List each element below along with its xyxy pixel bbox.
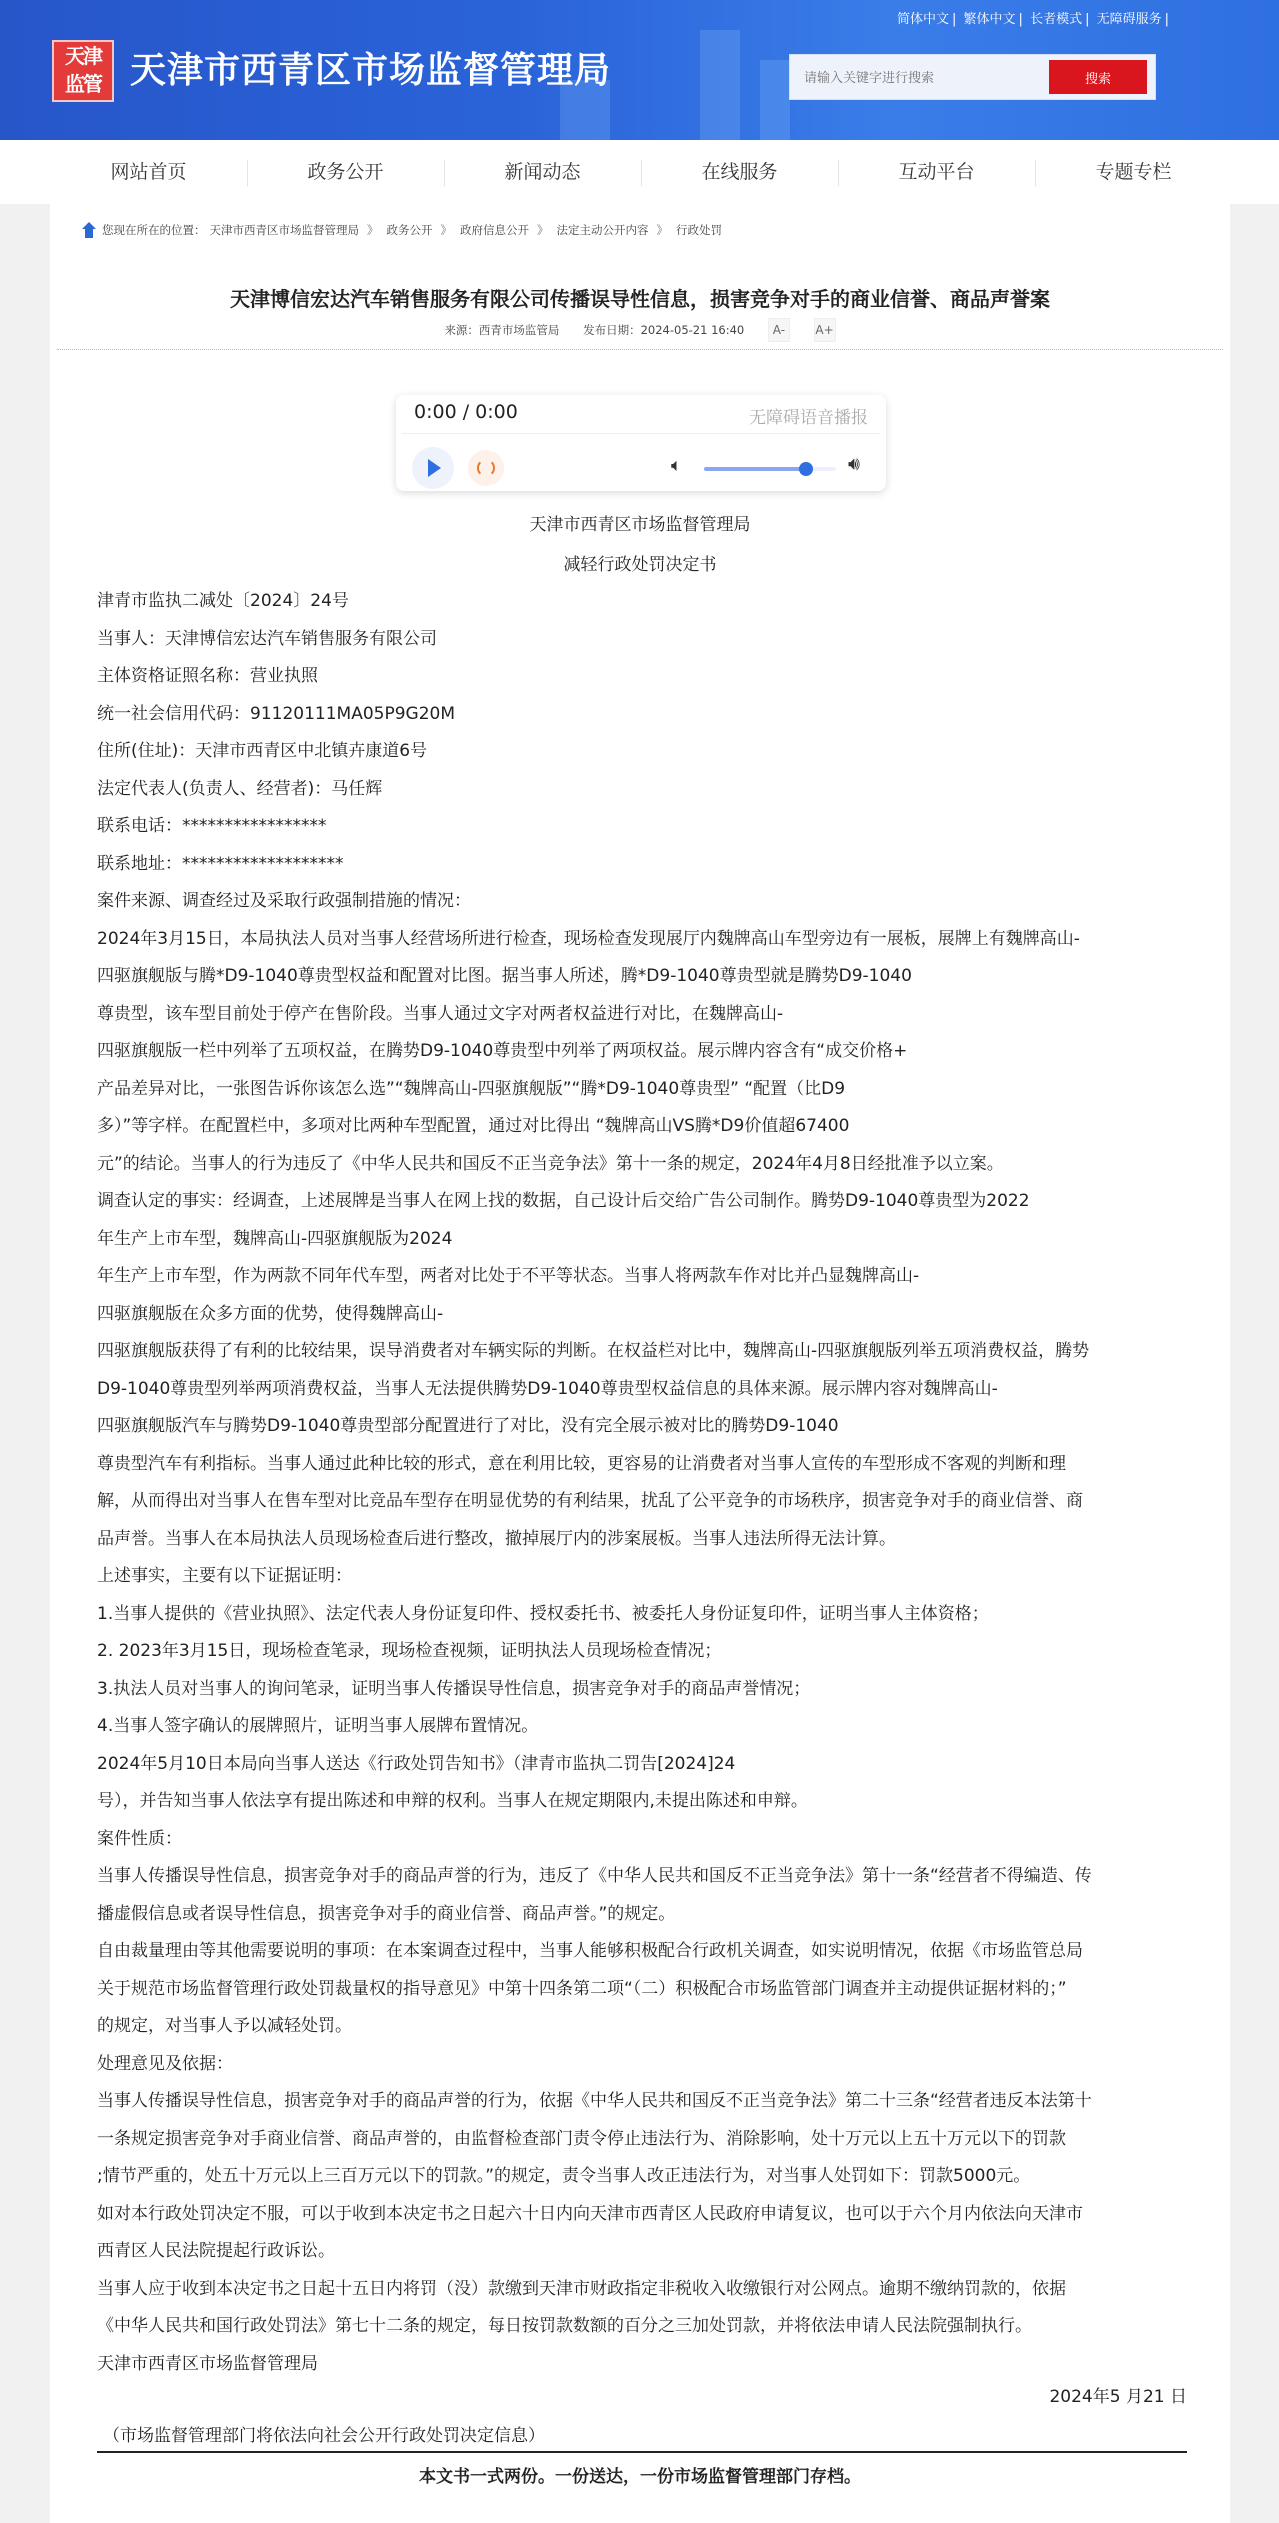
nav-government-affairs[interactable]: 政务公开 bbox=[307, 161, 384, 183]
site-logo[interactable]: 天津 监管 bbox=[52, 40, 114, 102]
doc-line: 元”的结论。当事人的行为违反了《中华人民共和国反不正当竞争法》第十一条的规定，2024年4月8日经批准予以立案。 bbox=[97, 1153, 1004, 1174]
breadcrumb-separator: 》 bbox=[656, 223, 668, 237]
doc-line: 联系地址：******************* bbox=[97, 853, 344, 874]
link-traditional-chinese[interactable]: 繁体中文 bbox=[963, 12, 1016, 27]
volume-slider[interactable] bbox=[704, 467, 836, 471]
doc-line: 处理意见及依据： bbox=[97, 2053, 233, 2074]
doc-line: 四驱旗舰版获得了有利的比较结果，误导消费者对车辆实际的判断。在权益栏对比中，魏牌高山-四驱旗舰版列举五项消费权益，腾势 bbox=[97, 1341, 1090, 1361]
nav-special-topics[interactable]: 专题专栏 bbox=[1095, 161, 1172, 183]
breadcrumb-prefix: 您现在所在的位置： bbox=[102, 223, 206, 237]
volume-knob[interactable] bbox=[799, 462, 813, 476]
doc-line: 法定代表人(负责人、经营者)：马任辉 bbox=[97, 778, 383, 799]
play-icon[interactable] bbox=[412, 447, 454, 489]
doc-line: 四驱旗舰版汽车与腾势D9-1040尊贵型部分配置进行了对比，没有完全展示被对比的腾势D9-1040 bbox=[97, 1416, 839, 1436]
doc-line: 1.当事人提供的《营业执照》、法定代表人身份证复印件、授权委托书、被委托人身份证复印件，证明当事人主体资格； bbox=[97, 1603, 989, 1624]
breadcrumb-item[interactable]: 政务公开 bbox=[386, 223, 433, 237]
doc-line: 4.当事人签字确认的展牌照片，证明当事人展牌布置情况。 bbox=[97, 1716, 539, 1736]
skyline-decoration bbox=[760, 60, 790, 140]
doc-line: 四驱旗舰版在众多方面的优势，使得魏牌高山- bbox=[97, 1303, 444, 1324]
breadcrumb-separator: 》 bbox=[537, 223, 549, 237]
nav-online-services[interactable]: 在线服务 bbox=[701, 161, 778, 183]
link-elder-mode[interactable]: 长者模式 bbox=[1030, 12, 1083, 27]
doc-line: 四驱旗舰版与腾*D9-1040尊贵型权益和配置对比图。据当事人所述，腾*D9-1040尊贵型就是腾势D9-1040 bbox=[97, 966, 912, 986]
breadcrumb-item[interactable]: 法定主动公开内容 bbox=[556, 223, 649, 237]
doc-line: 住所(住址)：天津市西青区中北镇卉康道6号 bbox=[97, 741, 428, 761]
breadcrumb bbox=[82, 222, 722, 238]
doc-line: 当事人：天津博信宏达汽车销售服务有限公司 bbox=[97, 628, 437, 649]
search-button[interactable]: 搜索 bbox=[1049, 60, 1147, 94]
doc-line: 年生产上市车型，作为两款不同年代车型，两者对比处于不平等状态。当事人将两款车作对比并凸显魏牌高山- bbox=[97, 1266, 920, 1286]
link-simplified-chinese[interactable]: 简体中文 bbox=[897, 12, 950, 27]
doc-line: 联系电话：***************** bbox=[97, 816, 327, 836]
doc-note: （市场监督管理部门将依法向社会公开行政处罚决定信息） bbox=[103, 2426, 545, 2446]
skyline-decoration bbox=[700, 30, 740, 140]
doc-line: 当事人传播误导性信息，损害竞争对手的商品声誉的行为，依据《中华人民共和国反不正当竞争法》第二十三条“经营者违反本法第十 bbox=[97, 2091, 1092, 2111]
doc-final-note: 本文书一式两份。一份送达，一份市场监督管理部门存档。 bbox=[419, 2467, 861, 2487]
breadcrumb-item[interactable]: 政府信息公开 bbox=[460, 223, 529, 237]
doc-line: 主体资格证照名称：营业执照 bbox=[97, 666, 318, 686]
replay-icon[interactable] bbox=[468, 450, 504, 486]
doc-date: 2024年5 月21 日 bbox=[1049, 2387, 1187, 2407]
doc-line: D9-1040尊贵型列举两项消费权益，当事人无法提供腾势D9-1040尊贵型权益信息的具体来源。展示牌内容对魏牌高山- bbox=[97, 1378, 998, 1399]
font-increase-button[interactable]: A+ bbox=[814, 318, 836, 342]
doc-line: 天津市西青区市场监督管理局 bbox=[97, 2353, 318, 2374]
site-header bbox=[0, 0, 1279, 140]
doc-line: 统一社会信用代码：91120111MA05P9G20M bbox=[97, 703, 455, 724]
home-icon bbox=[82, 222, 96, 238]
doc-line: 号），并告知当事人依法享有提出陈述和申辩的权利。当事人在规定期限内,未提出陈述和申辩。 bbox=[97, 1791, 808, 1811]
doc-line: 案件性质： bbox=[97, 1828, 182, 1849]
volume-low-icon[interactable]: 🔈︎ bbox=[671, 455, 682, 476]
doc-line: 尊贵型，该车型目前处于停产在售阶段。当事人通过文字对两者权益进行对比，在魏牌高山- bbox=[97, 1003, 784, 1024]
doc-line: 的规定，对当事人予以减轻处罚。 bbox=[97, 2016, 352, 2036]
doc-line: 多）”等字样。在配置栏中，多项对比两种车型配置，通过对比得出 “魏牌高山VS腾*D9价值超67400 bbox=[97, 1116, 850, 1136]
volume-fill bbox=[704, 467, 806, 471]
doc-line: 如对本行政处罚决定不服，可以于收到本决定书之日起六十日内向天津市西青区人民政府申请复议，也可以于六个月内依法向天津市 bbox=[97, 2203, 1083, 2224]
doc-line: 一条规定损害竞争对手商业信誉、商品声誉的，由监督检查部门责令停止违法行为、消除影响，处十万元以上五十万元以下的罚款 bbox=[97, 2128, 1066, 2149]
doc-line: 西青区人民法院提起行政诉讼。 bbox=[97, 2241, 335, 2261]
doc-line: 2024年5月10日本局向当事人送达《行政处罚告知书》（津青市监执二罚告[2024]24 bbox=[97, 1753, 736, 1774]
doc-line: 自由裁量理由等其他需要说明的事项：在本案调查过程中，当事人能够积极配合行政机关调查，如实说明情况，依据《市场监管总局 bbox=[97, 1941, 1083, 1961]
player-label: 无障碍语音播报 bbox=[749, 408, 868, 428]
breadcrumb-item[interactable]: 天津市西青区市场监督管理局 bbox=[209, 223, 359, 237]
doc-line: 关于规范市场监督管理行政处罚裁量权的指导意见》中第十四条第二项“（二）积极配合市场监管部门调查并主动提供证据材料的；” bbox=[97, 1978, 1067, 1999]
doc-line: 品声誉。当事人在本局执法人员现场检查后进行整改，撤掉展厅内的涉案展板。当事人违法所得无法计算。 bbox=[97, 1528, 896, 1549]
nav-news[interactable]: 新闻动态 bbox=[504, 161, 581, 183]
doc-line: 产品差异对比，一张图告诉你该怎么选”“魏牌高山-四驱旗舰版”“腾*D9-1040尊贵型” “配置（比D9 bbox=[97, 1078, 846, 1099]
player-divider bbox=[402, 433, 880, 434]
search-box bbox=[789, 54, 1156, 100]
nav-home[interactable]: 网站首页 bbox=[110, 161, 187, 183]
volume-high-icon[interactable]: 🔊︎ bbox=[848, 453, 860, 475]
doc-line: 上述事实，主要有以下证据证明： bbox=[97, 1566, 352, 1586]
font-decrease-button[interactable]: A- bbox=[768, 318, 790, 342]
doc-line: 津青市监执二减处〔2024〕24号 bbox=[97, 591, 349, 611]
doc-line: ;情节严重的，处五十万元以上三百万元以下的罚款。”的规定，责令当事人改正违法行为，对当事人处罚如下：罚款5000元。 bbox=[97, 2166, 1031, 2186]
doc-line: 当事人应于收到本决定书之日起十五日内将罚（没）款缴到天津市财政指定非税收入收缴银行对公网点。逾期不缴纳罚款的，依据 bbox=[97, 2278, 1066, 2299]
breadcrumb-item[interactable]: 行政处罚 bbox=[676, 223, 722, 237]
doc-line: 调查认定的事实：经调查，上述展牌是当事人在网上找的数据，自己设计后交给广告公司制作。腾势D9-1040尊贵型为2022 bbox=[97, 1191, 1030, 1211]
doc-title: 减轻行政处罚决定书 bbox=[563, 555, 717, 575]
doc-line: 2024年3月15日，本局执法人员对当事人经营场所进行检查，现场检查发现展厅内魏牌高山车型旁边有一展板，展牌上有魏牌高山- bbox=[97, 928, 1080, 949]
doc-line: 《中华人民共和国行政处罚法》第七十二条的规定，每日按罚款数额的百分之三加处罚款，并将依法申请人民法院强制执行。 bbox=[97, 2316, 1032, 2336]
doc-agency: 天津市西青区市场监督管理局 bbox=[529, 515, 751, 535]
main-nav bbox=[0, 140, 1279, 204]
doc-line: 四驱旗舰版一栏中列举了五项权益，在腾势D9-1040尊贵型中列举了两项权益。展示牌内容含有“成交价格+ bbox=[97, 1041, 908, 1061]
article-title: 天津博信宏达汽车销售服务有限公司传播误导性信息，损害竞争对手的商业信誉、商品声誉案 bbox=[230, 287, 1050, 311]
article-meta bbox=[50, 318, 1230, 342]
article-date: 发布日期：2024-05-21 16:40 bbox=[583, 322, 745, 337]
doc-line: 播虚假信息或者误导性信息，损害竞争对手的商业信誉、商品声誉。”的规定。 bbox=[97, 1903, 676, 1924]
top-links: 简体中文 | 繁体中文 | 长者模式 | 无障碍服务 | bbox=[897, 12, 1169, 27]
doc-line: 年生产上市车型，魏牌高山-四驱旗舰版为2024 bbox=[97, 1228, 453, 1249]
breadcrumb-separator: 》 bbox=[440, 223, 452, 237]
player-time: 0:00 / 0:00 bbox=[414, 401, 518, 423]
nav-interaction[interactable]: 互动平台 bbox=[898, 161, 975, 183]
divider bbox=[57, 349, 1223, 350]
doc-line: 解，从而得出对当事人在售车型对比竞品车型存在明显优势的有利结果，扰乱了公平竞争的市场秩序，损害竞争对手的商业信誉、商 bbox=[97, 1491, 1083, 1511]
doc-line: 2. 2023年3月15日，现场检查笔录，现场检查视频，证明执法人员现场检查情况； bbox=[97, 1641, 722, 1661]
article-source: 来源：西青市场监管局 bbox=[444, 322, 560, 337]
doc-line: 尊贵型汽车有利指标。当事人通过此种比较的形式，意在利用比较，更容易的让消费者对当事人宣传的车型形成不客观的判断和理 bbox=[97, 1453, 1066, 1474]
search-input[interactable] bbox=[790, 55, 1056, 101]
doc-line: 3.执法人员对当事人的询问笔录，证明当事人传播误导性信息，损害竞争对手的商品声誉情况； bbox=[97, 1678, 811, 1699]
audio-player bbox=[396, 395, 886, 491]
doc-line: 当事人传播误导性信息，损害竞争对手的商品声誉的行为，违反了《中华人民共和国反不正当竞争法》第十一条“经营者不得编造、传 bbox=[97, 1866, 1092, 1886]
breadcrumb-separator: 》 bbox=[367, 223, 379, 237]
doc-rule bbox=[97, 2451, 1187, 2453]
doc-line: 案件来源、调查经过及采取行政强制措施的情况： bbox=[97, 891, 471, 911]
site-title[interactable]: 天津市西青区市场监督管理局 bbox=[130, 50, 612, 91]
link-accessibility[interactable]: 无障碍服务 bbox=[1096, 12, 1162, 27]
